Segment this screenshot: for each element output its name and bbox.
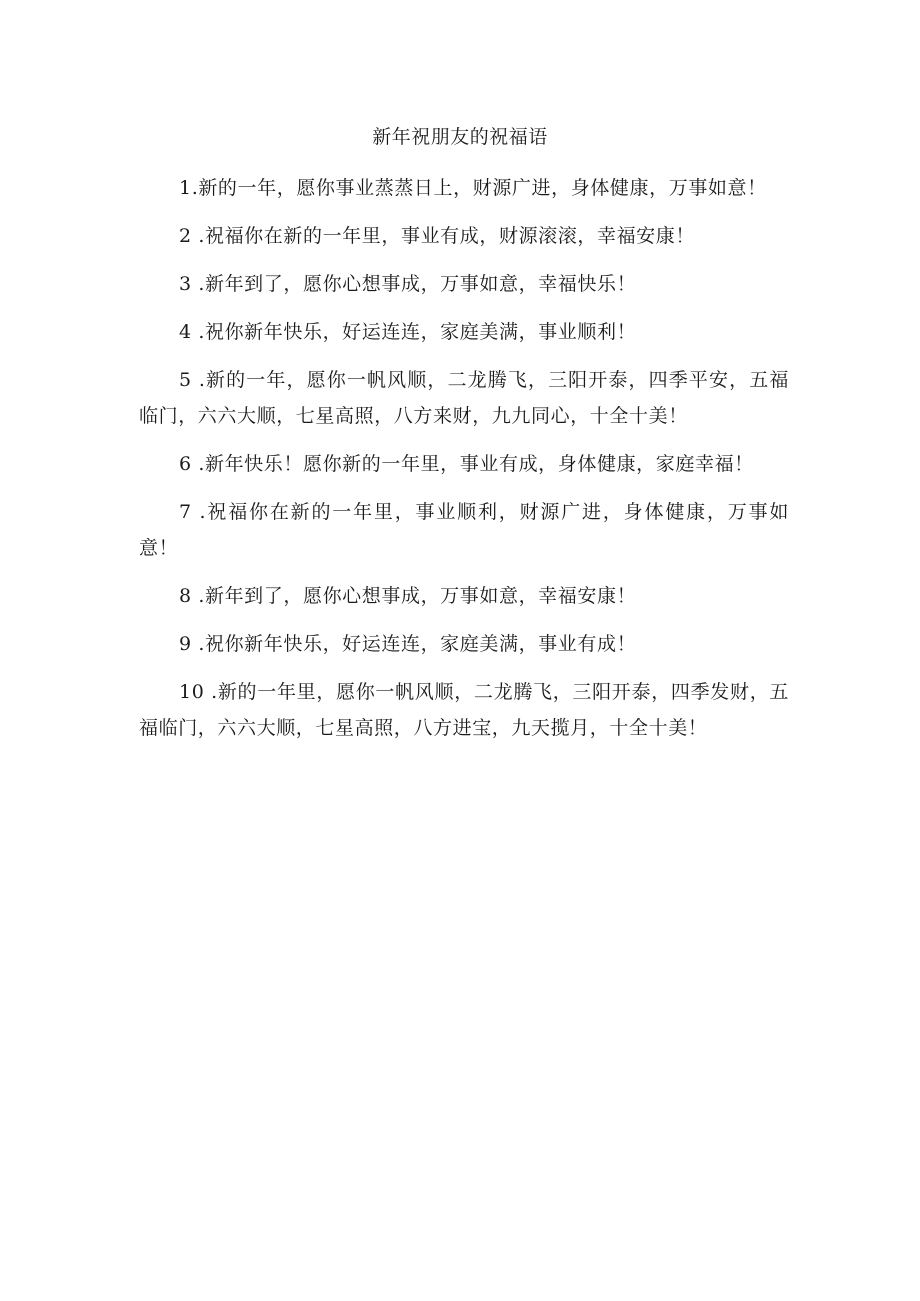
document-body — [139, 170, 789, 758]
paragraph-5: 5 .新的一年，愿你一帆风顺，二龙腾飞，三阳开泰，四季平安，五福临门，六六大顺，七星高照，八方来财，九九同心，十全十美！ — [139, 369, 789, 427]
paragraph-6: 6 .新年快乐！愿你新的一年里，事业有成，身体健康，家庭幸福！ — [179, 453, 754, 475]
paragraph-4: 4 .祝你新年快乐，好运连连，家庭美满，事业顺利！ — [179, 321, 637, 343]
paragraph-9: 9 .祝你新年快乐，好运连连，家庭美满，事业有成！ — [179, 633, 637, 655]
paragraph-7: 7 .祝福你在新的一年里，事业顺利，财源广进，身体健康，万事如意！ — [139, 501, 789, 559]
paragraph-2: 2 .祝福你在新的一年里，事业有成，财源滚滚，幸福安康！ — [179, 225, 695, 247]
paragraph-10: 10 .新的一年里，愿你一帆风顺，二龙腾飞，三阳开泰，四季发财，五福临门，六六大顺，七星高照，八方进宝，九天揽月，十全十美！ — [139, 681, 789, 739]
paragraph-3: 3 .新年到了，愿你心想事成，万事如意，幸福快乐！ — [179, 273, 637, 295]
paragraph-8: 8 .新年到了，愿你心想事成，万事如意，幸福安康！ — [179, 585, 637, 607]
document-title: 新年祝朋友的祝福语 — [372, 126, 548, 148]
paragraph-1: 1.新的一年，愿你事业蒸蒸日上，财源广进，身体健康，万事如意！ — [179, 177, 767, 199]
